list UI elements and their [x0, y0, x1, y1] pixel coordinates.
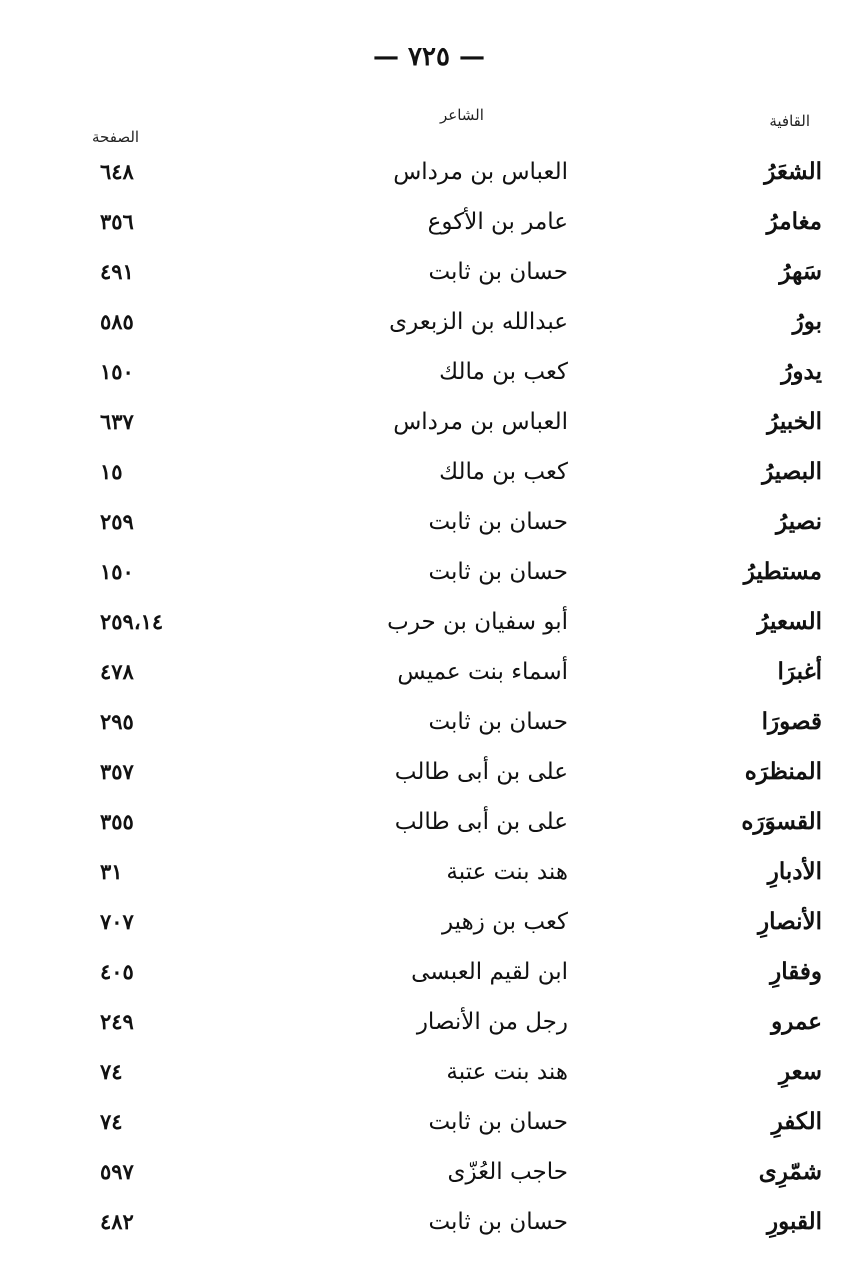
poet-cell: العباس بن مرداس	[393, 409, 568, 435]
page-cell: ٣١	[100, 859, 123, 884]
rhyme-cell: الأنصارِ	[758, 908, 822, 935]
table-row	[0, 1152, 858, 1202]
rhyme-cell: أغبرَا	[777, 658, 822, 685]
table-row	[0, 352, 858, 402]
rhyme-cell: وفقارِ	[770, 958, 822, 985]
table-row	[0, 802, 858, 852]
poet-cell: كعب بن مالك	[439, 359, 568, 385]
page-cell: ٤٩١	[100, 259, 134, 284]
table-row	[0, 302, 858, 352]
page-cell: ١٥	[100, 459, 123, 484]
poet-cell: رجل من الأنصار	[416, 1009, 568, 1035]
table-header	[0, 106, 858, 146]
poet-cell: على بن أبى طالب	[394, 759, 568, 785]
poet-cell: حسان بن ثابت	[428, 709, 568, 735]
rhyme-cell: مغامرُ	[766, 208, 822, 235]
poet-cell: العباس بن مرداس	[393, 159, 568, 185]
page-cell: ٦٣٧	[100, 409, 134, 434]
table-row	[0, 1202, 858, 1252]
page-cell: ٢٥٩	[100, 509, 134, 534]
poet-cell: كعب بن زهير	[441, 909, 568, 935]
rhyme-cell: البصيرُ	[762, 458, 822, 485]
rhyme-cell: الشعَرُ	[764, 158, 822, 185]
table-row	[0, 252, 858, 302]
poet-cell: عبدالله بن الزبعرى	[389, 309, 568, 335]
rhyme-cell: نصيرُ	[776, 508, 822, 535]
table-row	[0, 902, 858, 952]
rhyme-cell: الكفرِ	[771, 1108, 822, 1135]
index-table	[0, 152, 858, 1252]
rhyme-cell: الأدبارِ	[767, 858, 822, 885]
table-row	[0, 752, 858, 802]
rhyme-cell: شمّرِى	[758, 1158, 822, 1185]
table-row	[0, 702, 858, 752]
poet-cell: أبو سفيان بن حرب	[387, 609, 568, 635]
page-cell: ٢٩٥	[100, 709, 134, 734]
page-cell: ١٥٠	[100, 559, 134, 584]
page-cell: ٧٤	[100, 1109, 123, 1134]
table-row	[0, 602, 858, 652]
table-row	[0, 402, 858, 452]
table-row	[0, 1102, 858, 1152]
page-cell: ٧٤	[100, 1059, 123, 1084]
table-row	[0, 852, 858, 902]
table-row	[0, 1052, 858, 1102]
rhyme-cell: الخبيرُ	[767, 408, 822, 435]
poet-cell: ابن لقيم العبسى	[411, 959, 568, 985]
poet-cell: حسان بن ثابت	[428, 1109, 568, 1135]
table-row	[0, 152, 858, 202]
page-cell: ٥٩٧	[100, 1159, 134, 1184]
table-row	[0, 202, 858, 252]
poet-cell: حسان بن ثابت	[428, 259, 568, 285]
page-cell: ٣٥٥	[100, 809, 134, 834]
page-cell: ١٥٠	[100, 359, 134, 384]
rhyme-cell: مستطيرُ	[743, 558, 822, 585]
table-row	[0, 452, 858, 502]
poet-cell: هند بنت عتبة	[446, 1059, 568, 1085]
page-cell: ٢٤٩	[100, 1009, 134, 1034]
table-row	[0, 1002, 858, 1052]
page-number: — ٧٢٥ —	[372, 42, 486, 72]
table-row	[0, 552, 858, 602]
header-page: الصفحة	[92, 128, 140, 146]
page-cell: ٣٥٧	[100, 759, 134, 784]
page-cell: ٢٥٩،١٤	[100, 609, 164, 634]
header-rhyme: القافية	[769, 112, 810, 130]
page-cell: ٦٤٨	[100, 159, 134, 184]
rhyme-cell: بورُ	[792, 308, 822, 335]
rhyme-cell: يدورُ	[781, 358, 822, 385]
rhyme-cell: قصورَا	[761, 708, 822, 735]
rhyme-cell: سَهرُ	[779, 258, 822, 285]
table-row	[0, 952, 858, 1002]
page-cell: ٤٨٢	[100, 1209, 134, 1234]
page-cell: ٤٠٥	[100, 959, 134, 984]
poet-cell: حسان بن ثابت	[428, 559, 568, 585]
rhyme-cell: عمرو	[771, 1008, 822, 1035]
header-poet: الشاعر	[440, 106, 484, 124]
poet-cell: على بن أبى طالب	[394, 809, 568, 835]
rhyme-cell: السعيرُ	[757, 608, 822, 635]
page-cell: ٧٠٧	[100, 909, 134, 934]
rhyme-cell: القبورِ	[767, 1208, 822, 1235]
poet-cell: حسان بن ثابت	[428, 1209, 568, 1235]
rhyme-cell: المنظرَه	[744, 758, 822, 785]
page-cell: ٣٥٦	[100, 209, 134, 234]
poet-cell: كعب بن مالك	[439, 459, 568, 485]
table-row	[0, 652, 858, 702]
page-cell: ٤٧٨	[100, 659, 134, 684]
rhyme-cell: سعرِ	[778, 1058, 822, 1085]
page-cell: ٥٨٥	[100, 309, 134, 334]
poet-cell: عامر بن الأكوع	[427, 209, 568, 235]
poet-cell: حسان بن ثابت	[428, 509, 568, 535]
poet-cell: حاجب العُزّى	[447, 1159, 568, 1185]
table-row	[0, 502, 858, 552]
rhyme-cell: القسوَرَه	[741, 808, 822, 835]
poet-cell: أسماء بنت عميس	[397, 659, 568, 685]
poet-cell: هند بنت عتبة	[446, 859, 568, 885]
